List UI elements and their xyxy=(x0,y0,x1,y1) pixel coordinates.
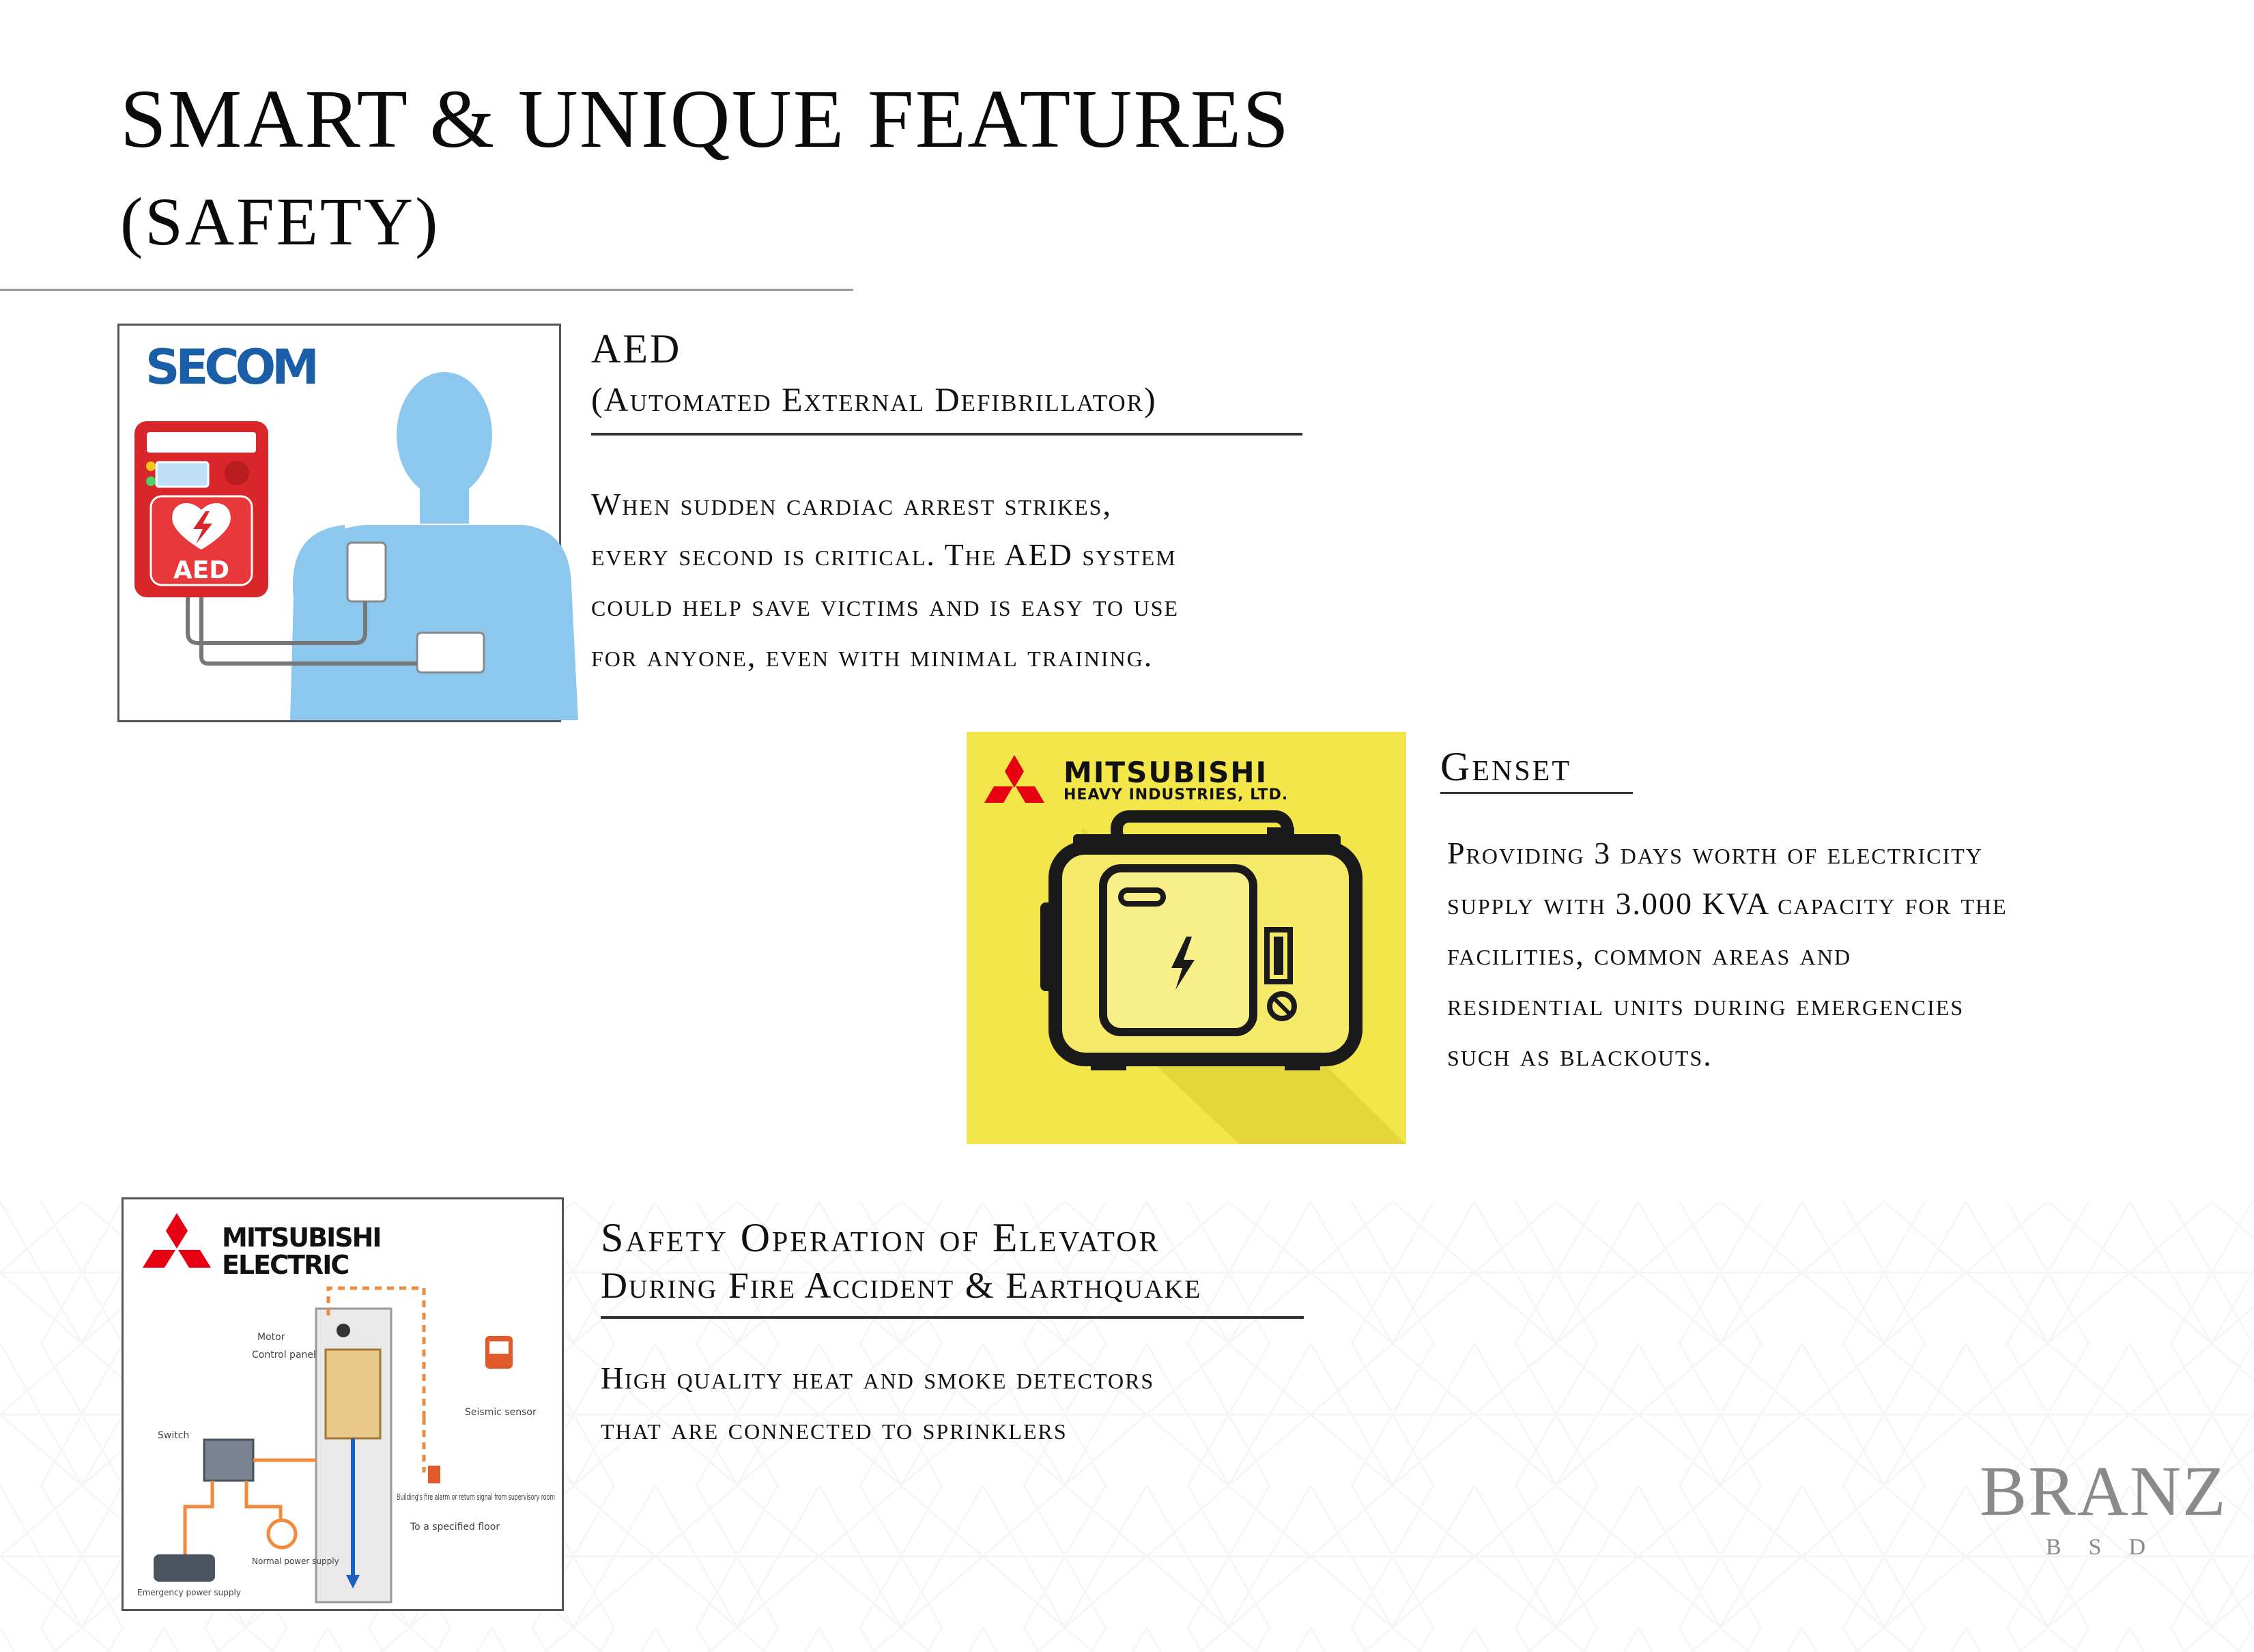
branz-logo xyxy=(1980,1452,2227,1561)
feature-aed-line: for anyone, even with minimal training. xyxy=(591,638,1154,673)
feature-aed-subheading: (Automated External Defibrillator) xyxy=(591,380,1157,418)
mitsubishi-electric-logo-line2: ELECTRIC xyxy=(222,1250,349,1280)
feature-genset-line: Providing 3 days worth of electricity xyxy=(1447,836,1983,870)
feature-genset-body xyxy=(1447,828,2205,1081)
feature-elevator xyxy=(601,1212,1352,1454)
electrode-pad-lower xyxy=(417,633,484,672)
label-control-panel: Control panel xyxy=(252,1350,316,1361)
label-floor: To a specified floor xyxy=(410,1522,500,1533)
label-fire-signal: Building's fire alarm or return signal from supervisory room xyxy=(397,1492,555,1502)
aed-device-label: AED xyxy=(173,556,230,584)
mitsubishi-logo-mark xyxy=(984,755,1044,803)
page-title-main: SMART & UNIQUE FEATURES xyxy=(120,73,1291,165)
feature-elevator-underline xyxy=(601,1316,1304,1319)
feature-aed-underline xyxy=(591,433,1302,436)
page-subtitle: (SAFETY) xyxy=(120,184,440,259)
feature-elevator-subheading: During Fire Accident & Earthquake xyxy=(601,1265,1202,1306)
feature-elevator-heading: Safety Operation of Elevator xyxy=(601,1215,1160,1260)
feature-aed xyxy=(591,324,1342,681)
label-normal-power: Normal power supply xyxy=(252,1556,339,1566)
feature-genset-line: supply with 3.000 KVA capacity for the xyxy=(1447,886,2008,921)
label-seismic-sensor: Seismic sensor xyxy=(465,1407,537,1418)
elevator-diagram-image xyxy=(122,1197,564,1611)
secom-logo: SECOM xyxy=(145,339,315,395)
label-switch: Switch xyxy=(158,1430,190,1441)
feature-genset-line: residential units during emergencies xyxy=(1447,987,1965,1022)
feature-genset-underline xyxy=(1440,792,1633,794)
feature-elevator-line: that are connected to sprinklers xyxy=(601,1411,1068,1446)
feature-aed-body xyxy=(591,479,1342,681)
feature-elevator-body xyxy=(601,1353,1352,1454)
mhi-logo-text: MITSUBISHI xyxy=(1064,756,1268,789)
feature-aed-line: every second is critical. The AED system xyxy=(591,537,1177,572)
page-title xyxy=(120,68,1290,273)
feature-aed-line: could help save victims and is easy to use xyxy=(591,588,1180,623)
feature-aed-heading: AED xyxy=(591,326,682,371)
feature-genset-line: facilities, common areas and xyxy=(1447,937,1852,971)
mitsubishi-electric-logo-line1: MITSUBISHI xyxy=(222,1223,381,1253)
brand-tagline: BSD xyxy=(2045,1535,2173,1560)
brand-name: BRANZ xyxy=(1980,1452,2227,1530)
feature-genset-heading: Genset xyxy=(1440,744,1571,789)
feature-genset xyxy=(1440,741,2205,1081)
feature-elevator-line: High quality heat and smoke detectors xyxy=(601,1361,1155,1395)
genset-image xyxy=(967,732,1406,1144)
mhi-logo-subtext: HEAVY INDUSTRIES, LTD. xyxy=(1064,786,1289,803)
feature-aed-line: When sudden cardiac arrest strikes, xyxy=(591,487,1112,522)
title-divider xyxy=(0,289,853,291)
generator-icon xyxy=(1040,816,1356,1070)
mitsubishi-electric-logo-text xyxy=(222,1224,381,1279)
feature-genset-line: such as blackouts. xyxy=(1447,1038,1713,1072)
label-motor: Motor xyxy=(257,1332,285,1343)
aed-image xyxy=(117,324,561,722)
electrode-pad-upper xyxy=(347,543,386,601)
label-emergency-power: Emergency power supply xyxy=(137,1588,241,1597)
mitsubishi-electric-mark xyxy=(143,1213,211,1268)
